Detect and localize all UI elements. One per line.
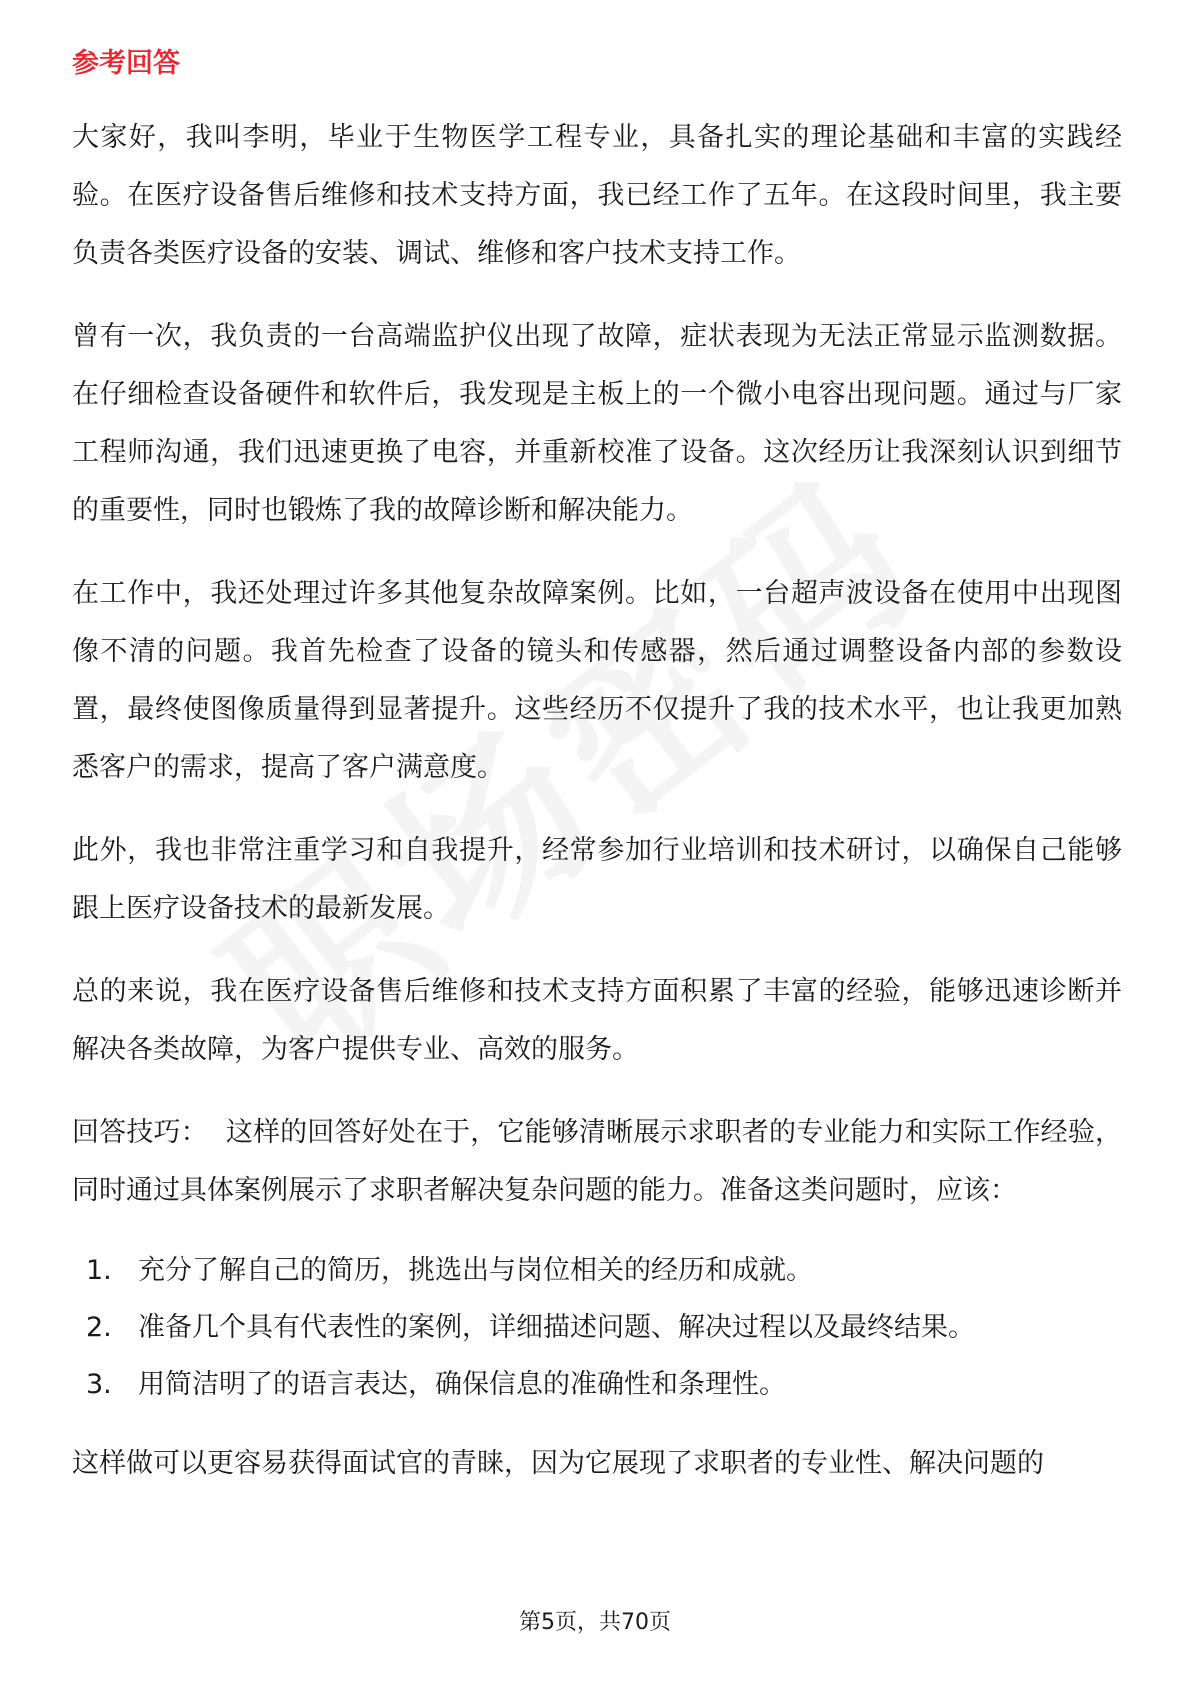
tips-steps-list bbox=[72, 1242, 1122, 1413]
document-body bbox=[72, 44, 1122, 1518]
list-item-number: 3. bbox=[86, 1369, 112, 1400]
section-heading: 参考回答 bbox=[72, 48, 180, 79]
list-item bbox=[72, 1356, 1122, 1413]
answer-tips bbox=[72, 1104, 1122, 1220]
tips-text: 这样的回答好处在于，它能够清晰展示求职者的专业能力和实际工作经验，同时通过具体案例展示了求职者解决复杂问题的能力。准备这类问题时，应该： bbox=[72, 1117, 1123, 1206]
list-item-text: 准备几个具有代表性的案例，详细描述问题、解决过程以及最终结果。 bbox=[138, 1312, 975, 1343]
paragraph-intro: 大家好，我叫李明，毕业于生物医学工程专业，具备扎实的理论基础和丰富的实践经验。在医疗设备售后维修和技术支持方面，我已经工作了五年。在这段时间里，我主要负责各类医疗设备的安装、调试、维修和客户技术支持工作。 bbox=[72, 122, 1122, 269]
list-item bbox=[72, 1299, 1122, 1356]
paragraph-case-monitor: 曾有一次，我负责的一台高端监护仪出现了故障，症状表现为无法正常显示监测数据。在仔细检查设备硬件和软件后，我发现是主板上的一个微小电容出现问题。通过与厂家工程师沟通，我们迅速更换了电容，并重新校准了设备。这次经历让我深刻认识到细节的重要性，同时也锻炼了我的故障诊断和解决能力。 bbox=[72, 321, 1122, 526]
list-item-number: 2. bbox=[86, 1312, 112, 1343]
paragraph-case-ultrasound: 在工作中，我还处理过许多其他复杂故障案例。比如，一台超声波设备在使用中出现图像不清的问题。我首先检查了设备的镜头和传感器，然后通过调整设备内部的参数设置，最终使图像质量得到显著提升。这些经历不仅提升了我的技术水平，也让我更加熟悉客户的需求，提高了客户满意度。 bbox=[72, 578, 1122, 783]
list-item-text: 用简洁明了的语言表达，确保信息的准确性和条理性。 bbox=[138, 1369, 786, 1400]
paragraph-summary: 总的来说，我在医疗设备售后维修和技术支持方面积累了丰富的经验，能够迅速诊断并解决各类故障，为客户提供专业、高效的服务。 bbox=[72, 976, 1122, 1065]
tips-label: 回答技巧： bbox=[72, 1117, 208, 1148]
paragraph-closing: 这样做可以更容易获得面试官的青睐，因为它展现了求职者的专业性、解决问题的 bbox=[72, 1448, 1044, 1479]
paragraph-learning: 此外，我也非常注重学习和自我提升，经常参加行业培训和技术研讨，以确保自己能够跟上医疗设备技术的最新发展。 bbox=[72, 835, 1122, 924]
list-item-number: 1. bbox=[86, 1255, 112, 1286]
page-indicator: 第5页，共70页 bbox=[519, 1610, 671, 1635]
list-item-text: 充分了解自己的简历，挑选出与岗位相关的经历和成就。 bbox=[138, 1255, 813, 1286]
list-item bbox=[72, 1242, 1122, 1299]
